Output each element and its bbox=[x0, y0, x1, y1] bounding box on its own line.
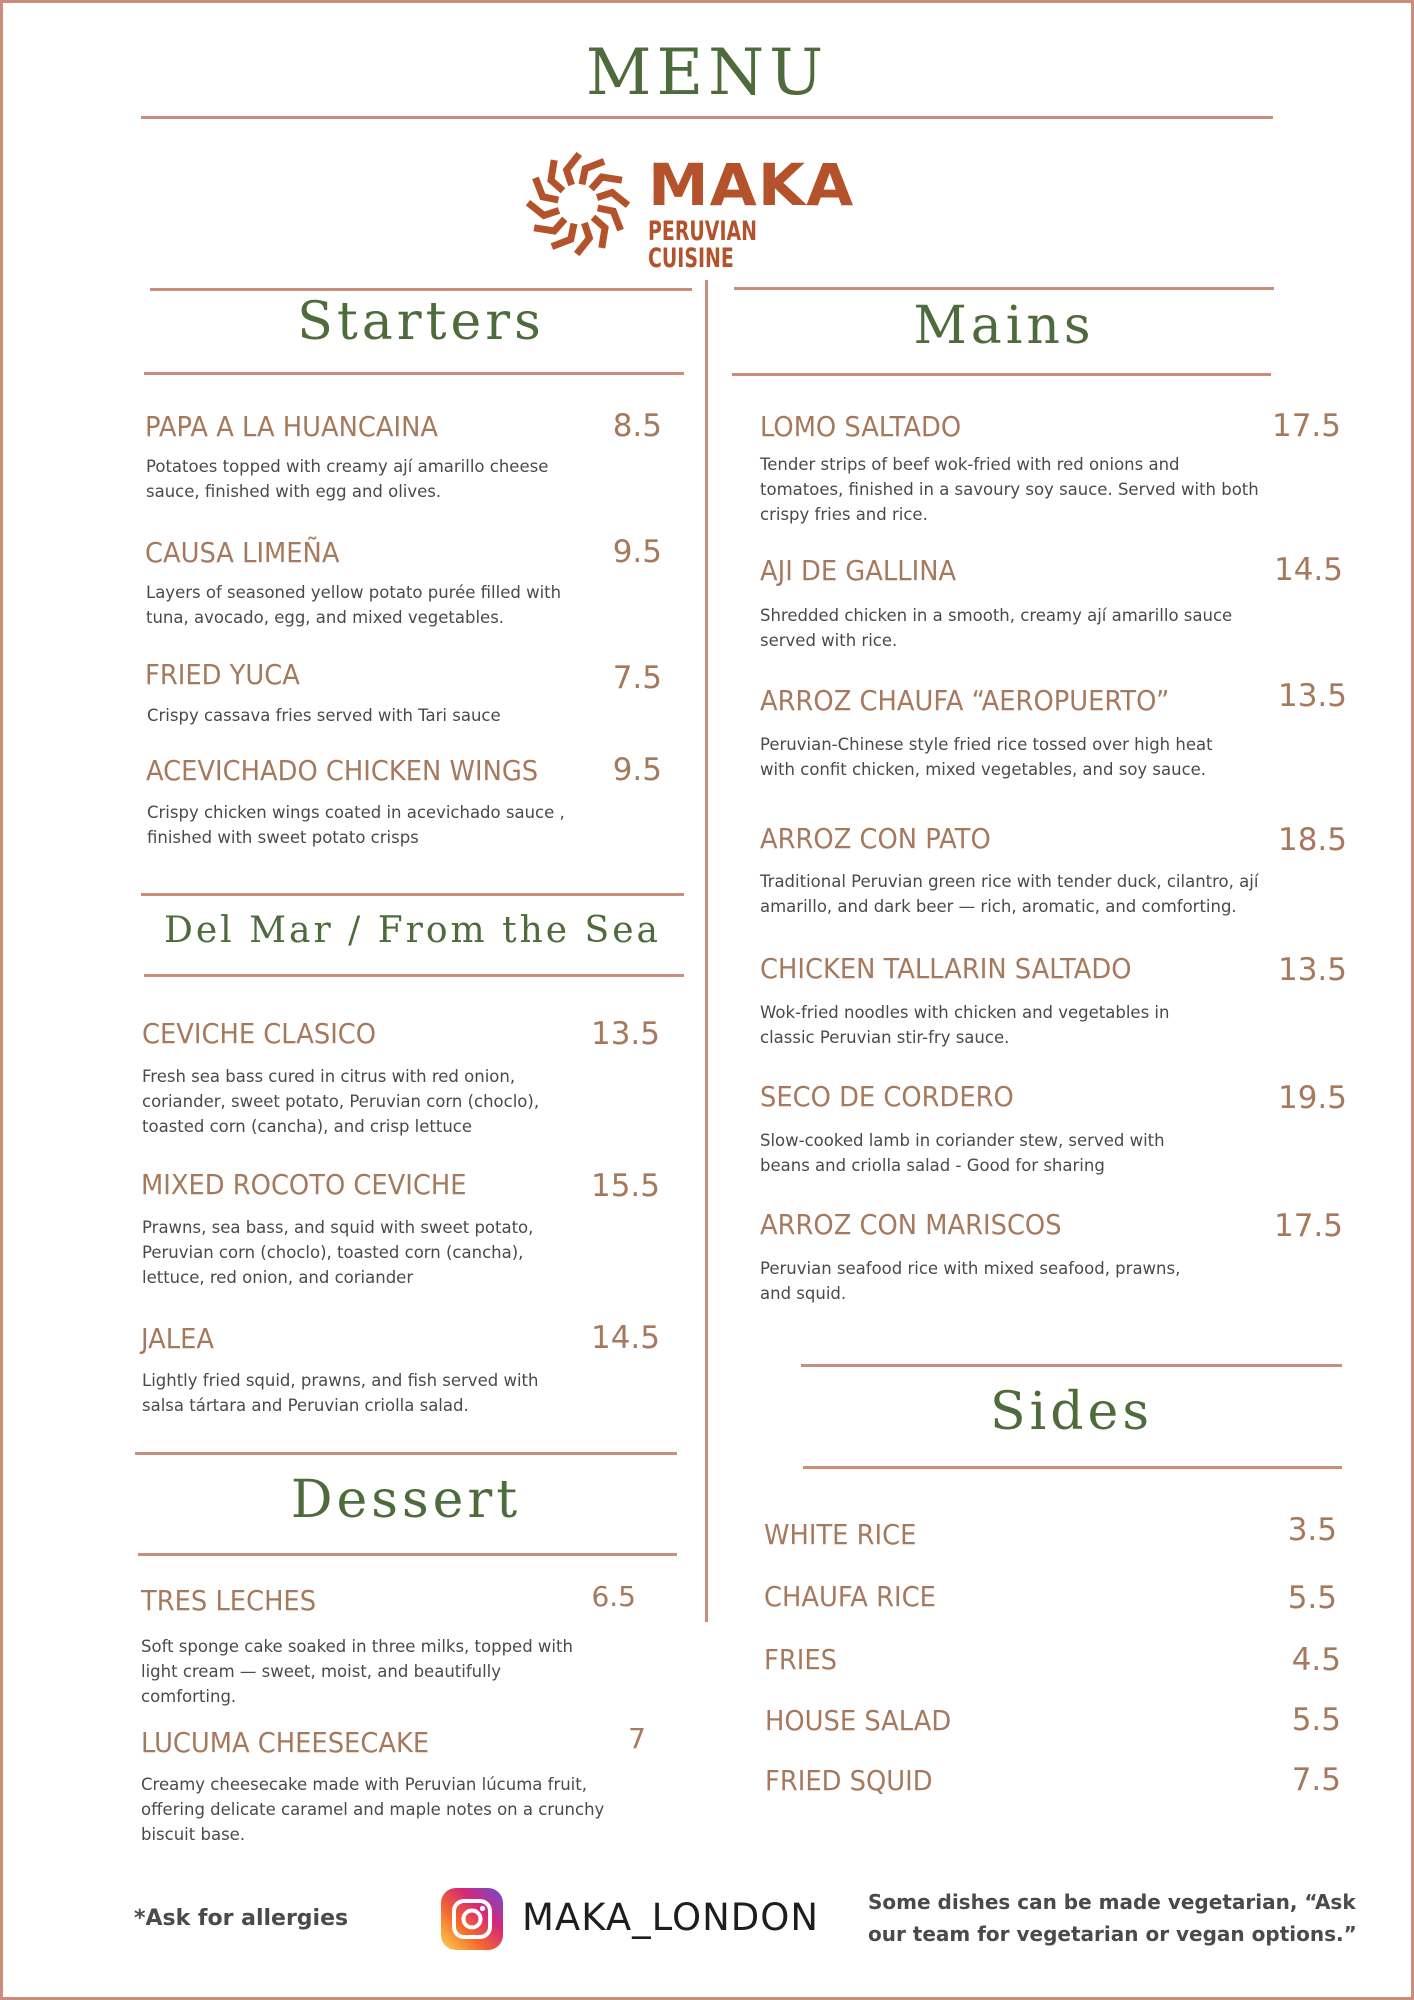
mains-bottom-divider bbox=[732, 373, 1271, 376]
item-name: ARROZ CON MARISCOS bbox=[760, 1208, 1062, 1241]
item-name: HOUSE SALAD bbox=[765, 1704, 952, 1737]
title-divider bbox=[141, 116, 1273, 119]
item-price: 7.5 bbox=[612, 660, 662, 696]
item-description: Creamy cheesecake made with Peruvian lúcuma fruit, offering delicate caramel and maple notes on a crunchy biscuit base. bbox=[141, 1775, 605, 1844]
starters-top-divider bbox=[150, 288, 692, 291]
item-description: Shredded chicken in a smooth, creamy ají amarillo sauce served with rice. bbox=[760, 606, 1233, 650]
item-name: ACEVICHADO CHICKEN WINGS bbox=[146, 754, 539, 787]
item-name: LOMO SALTADO bbox=[760, 410, 962, 443]
instagram-handle[interactable]: MAKA_LONDON bbox=[522, 1896, 820, 1939]
item-price: 14.5 bbox=[590, 1320, 660, 1356]
sides-bottom-divider bbox=[803, 1466, 1342, 1469]
item-name: ARROZ CHAUFA “AEROPUERTO” bbox=[760, 684, 1170, 717]
item-name: PAPA A LA HUANCAINA bbox=[145, 410, 438, 443]
item-description: Crispy cassava fries served with Tari sauce bbox=[147, 706, 501, 725]
item-price: 18.5 bbox=[1277, 822, 1347, 858]
item-price: 4.5 bbox=[1291, 1642, 1341, 1678]
item-description: Layers of seasoned yellow potato purée filled with tuna, avocado, egg, and mixed vegetables. bbox=[146, 583, 562, 627]
item-price: 3.5 bbox=[1287, 1512, 1337, 1548]
sun-logo-icon bbox=[520, 146, 636, 262]
section-title-starters: Starters bbox=[297, 292, 545, 352]
item-price: 15.5 bbox=[590, 1168, 660, 1204]
item-price: 13.5 bbox=[590, 1016, 660, 1052]
item-price: 17.5 bbox=[1273, 1208, 1343, 1244]
item-name: TRES LECHES bbox=[141, 1584, 317, 1617]
item-description: Slow-cooked lamb in coriander stew, served with beans and criolla salad - Good for sharing bbox=[760, 1131, 1165, 1175]
item-price: 13.5 bbox=[1277, 952, 1347, 988]
starters-bottom-divider bbox=[144, 372, 684, 375]
item-price: 7.5 bbox=[1291, 1762, 1341, 1798]
item-description: Crispy chicken wings coated in acevichado sauce , finished with sweet potato crisps bbox=[147, 803, 565, 847]
item-name: CAUSA LIMEÑA bbox=[145, 536, 340, 569]
item-description: Peruvian-Chinese style fried rice tossed over high heat with confit chicken, mixed vegetables, and soy sauce. bbox=[760, 735, 1213, 779]
sea-top-divider bbox=[141, 893, 684, 896]
item-description: Wok-fried noodles with chicken and vegetables in classic Peruvian stir-fry sauce. bbox=[760, 1003, 1170, 1047]
dessert-top-divider bbox=[135, 1452, 677, 1455]
item-price: 9.5 bbox=[612, 534, 662, 570]
item-description: Soft sponge cake soaked in three milks, topped with light cream — sweet, moist, and beautifully comforting. bbox=[141, 1637, 573, 1706]
item-name: CEVICHE CLASICO bbox=[142, 1017, 377, 1050]
item-name: FRIED SQUID bbox=[765, 1764, 933, 1797]
item-price: 14.5 bbox=[1273, 552, 1343, 588]
item-name: CHICKEN TALLARIN SALTADO bbox=[760, 952, 1132, 985]
brand-name: MAKA bbox=[648, 151, 855, 219]
item-description: Prawns, sea bass, and squid with sweet potato, Peruvian corn (choclo), toasted corn (cancha), lettuce, red onion, and coriander bbox=[142, 1218, 534, 1287]
brand-logo bbox=[520, 146, 860, 274]
mains-top-divider bbox=[734, 287, 1274, 290]
item-description: Tender strips of beef wok-fried with red onions and tomatoes, finished in a savoury soy sauce. Served with both crispy fries and rice. bbox=[760, 455, 1259, 524]
sea-bottom-divider bbox=[144, 974, 684, 977]
item-description: Traditional Peruvian green rice with tender duck, cilantro, ají amarillo, and dark beer — rich, aromatic, and comforting. bbox=[760, 872, 1259, 916]
item-price: 9.5 bbox=[612, 752, 662, 788]
item-price: 7 bbox=[628, 1722, 646, 1755]
item-price: 5.5 bbox=[1291, 1702, 1341, 1738]
vegetarian-note: Some dishes can be made vegetarian, “Ask our team for vegetarian or vegan options.” bbox=[868, 1890, 1357, 1946]
item-name: WHITE RICE bbox=[764, 1518, 917, 1551]
item-description: Fresh sea bass cured in citrus with red onion, coriander, sweet potato, Peruvian corn (choclo), toasted corn (cancha), and crisp lettuce bbox=[142, 1067, 540, 1136]
section-title-sides: Sides bbox=[990, 1382, 1153, 1442]
item-description: Lightly fried squid, prawns, and fish served with salsa tártara and Peruvian criolla salad. bbox=[142, 1371, 539, 1415]
item-description: Peruvian seafood rice with mixed seafood, prawns, and squid. bbox=[760, 1259, 1181, 1303]
item-name: MIXED ROCOTO CEVICHE bbox=[141, 1168, 467, 1201]
item-name: FRIED YUCA bbox=[145, 658, 300, 691]
item-name: JALEA bbox=[141, 1322, 215, 1355]
item-name: LUCUMA CHEESECAKE bbox=[141, 1726, 430, 1759]
item-name: AJI DE GALLINA bbox=[760, 554, 957, 587]
item-name: SECO DE CORDERO bbox=[760, 1080, 1014, 1113]
item-price: 13.5 bbox=[1277, 678, 1347, 714]
sides-top-divider bbox=[801, 1364, 1342, 1367]
column-divider bbox=[705, 280, 708, 1622]
section-title-dessert: Dessert bbox=[290, 1470, 522, 1530]
item-price: 8.5 bbox=[612, 408, 662, 444]
item-name: CHAUFA RICE bbox=[764, 1580, 936, 1613]
dessert-bottom-divider bbox=[138, 1553, 677, 1556]
allergies-note: *Ask for allergies bbox=[134, 1906, 349, 1931]
item-price: 6.5 bbox=[591, 1580, 636, 1613]
item-name: ARROZ CON PATO bbox=[760, 822, 991, 855]
section-title-mains: Mains bbox=[913, 296, 1095, 356]
item-price: 17.5 bbox=[1271, 408, 1341, 444]
item-price: 5.5 bbox=[1287, 1580, 1337, 1616]
item-description: Potatoes topped with creamy ají amarillo cheese sauce, finished with egg and olives. bbox=[146, 457, 549, 501]
brand-tagline: PERUVIAN CUISINE bbox=[648, 216, 758, 274]
section-title-sea: Del Mar / From the Sea bbox=[164, 910, 661, 951]
item-name: FRIES bbox=[764, 1643, 837, 1676]
instagram-icon[interactable] bbox=[441, 1888, 503, 1950]
menu-title: MENU bbox=[585, 36, 829, 110]
item-price: 19.5 bbox=[1277, 1080, 1347, 1116]
